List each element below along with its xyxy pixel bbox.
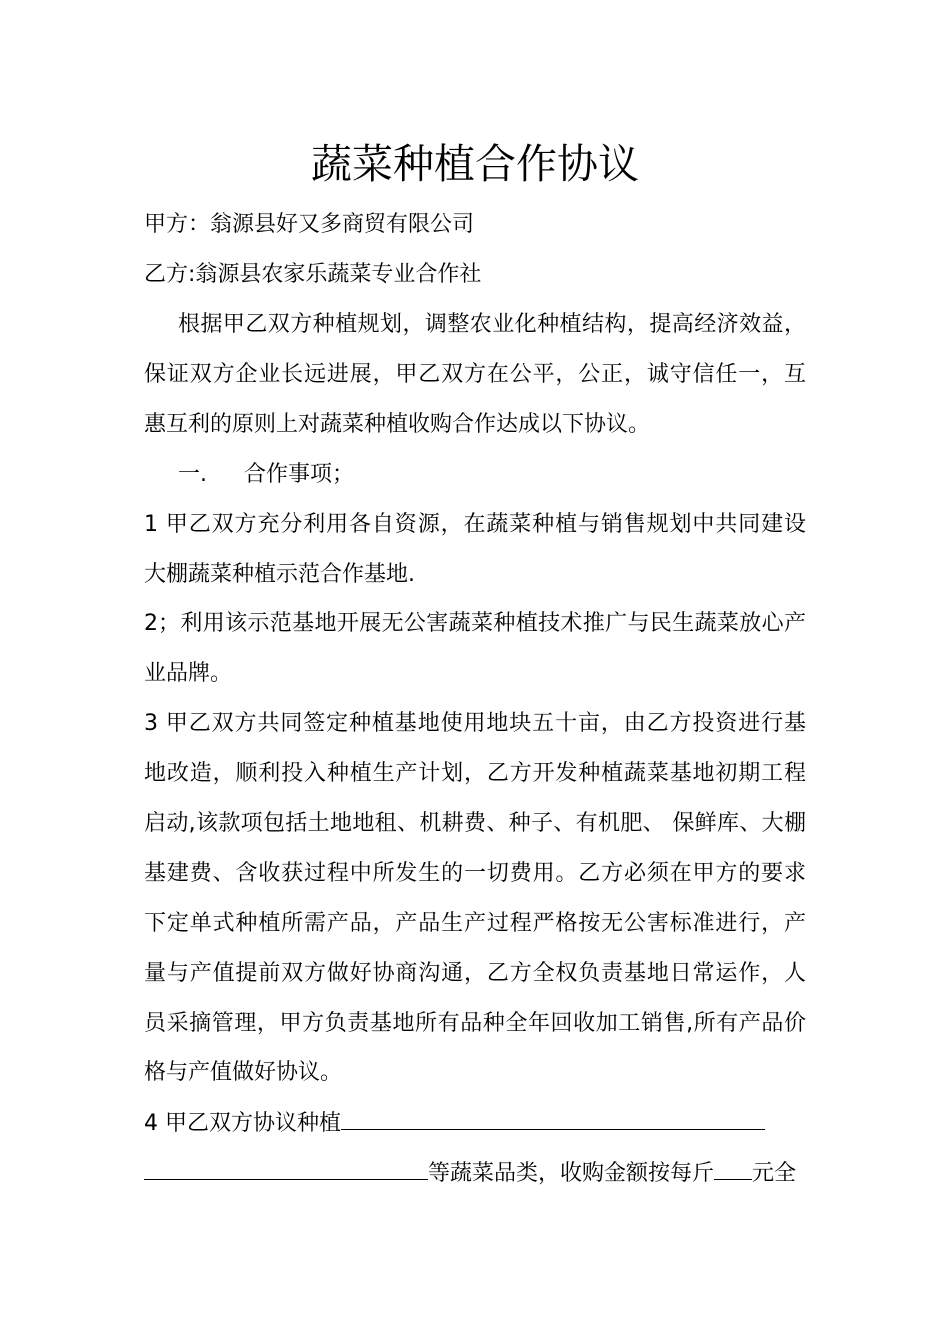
item-4-suffix: 元全 xyxy=(752,1161,797,1186)
item-3-line-3: 启动,该款项包括土地地租、机耕费、种子、有机肥、 保鲜库、大棚 xyxy=(144,811,806,836)
item-2-line-2: 业品牌。 xyxy=(144,661,233,686)
item-1-line-2: 大棚蔬菜种植示范合作基地. xyxy=(144,562,415,587)
intro-line-2: 保证双方企业长远进展，甲乙双方在公平，公正，诚守信任一，互 xyxy=(144,362,806,387)
item-2-line-1: 2；利用该示范基地开展无公害蔬菜种植技术推广与民生蔬菜放心产 xyxy=(144,611,806,636)
party-a-line: 甲方：翁源县好又多商贸有限公司 xyxy=(144,212,475,237)
intro-line-1: 根据甲乙双方种植规划，调整农业化种植结构，提高经济效益， xyxy=(178,312,806,337)
item-4-blank-varieties-continued[interactable] xyxy=(144,1157,428,1180)
item-1-line-1: 1 甲乙双方充分利用各自资源，在蔬菜种植与销售规划中共同建设 xyxy=(144,512,806,537)
item-4-line-1 xyxy=(144,1107,765,1140)
item-3-line-1: 3 甲乙双方共同签定种植基地使用地块五十亩，由乙方投资进行基 xyxy=(144,711,806,736)
section-1-number: 一. xyxy=(178,462,207,487)
item-3-line-4: 基建费、含收获过程中所发生的一切费用。乙方必须在甲方的要求 xyxy=(144,861,806,886)
intro-line-3: 惠互利的原则上对蔬菜种植收购合作达成以下协议。 xyxy=(144,412,651,437)
party-b-line: 乙方:翁源县农家乐蔬菜专业合作社 xyxy=(144,262,482,287)
item-4-blank-varieties[interactable] xyxy=(341,1107,765,1130)
item-4-blank-price[interactable] xyxy=(714,1157,752,1180)
item-4-middle: 等蔬菜品类，收购金额按每斤 xyxy=(428,1161,715,1186)
item-4-line-2 xyxy=(144,1157,796,1190)
section-1-heading: 合作事项； xyxy=(244,462,355,487)
item-3-line-8: 格与产值做好协议。 xyxy=(144,1060,343,1085)
document-title: 蔬菜种植合作协议 xyxy=(311,140,639,188)
item-3-line-7: 员采摘管理，甲方负责基地所有品种全年回收加工销售,所有产品价 xyxy=(144,1011,806,1036)
item-3-line-6: 量与产值提前双方做好协商沟通，乙方全权负责基地日常运作，人 xyxy=(144,961,806,986)
item-3-line-5: 下定单式种植所需产品，产品生产过程严格按无公害标准进行，产 xyxy=(144,911,806,936)
item-3-line-2: 地改造，顺利投入种植生产计划，乙方开发种植蔬菜基地初期工程 xyxy=(144,761,806,786)
item-4-prefix: 4 甲乙双方协议种植 xyxy=(144,1111,341,1136)
